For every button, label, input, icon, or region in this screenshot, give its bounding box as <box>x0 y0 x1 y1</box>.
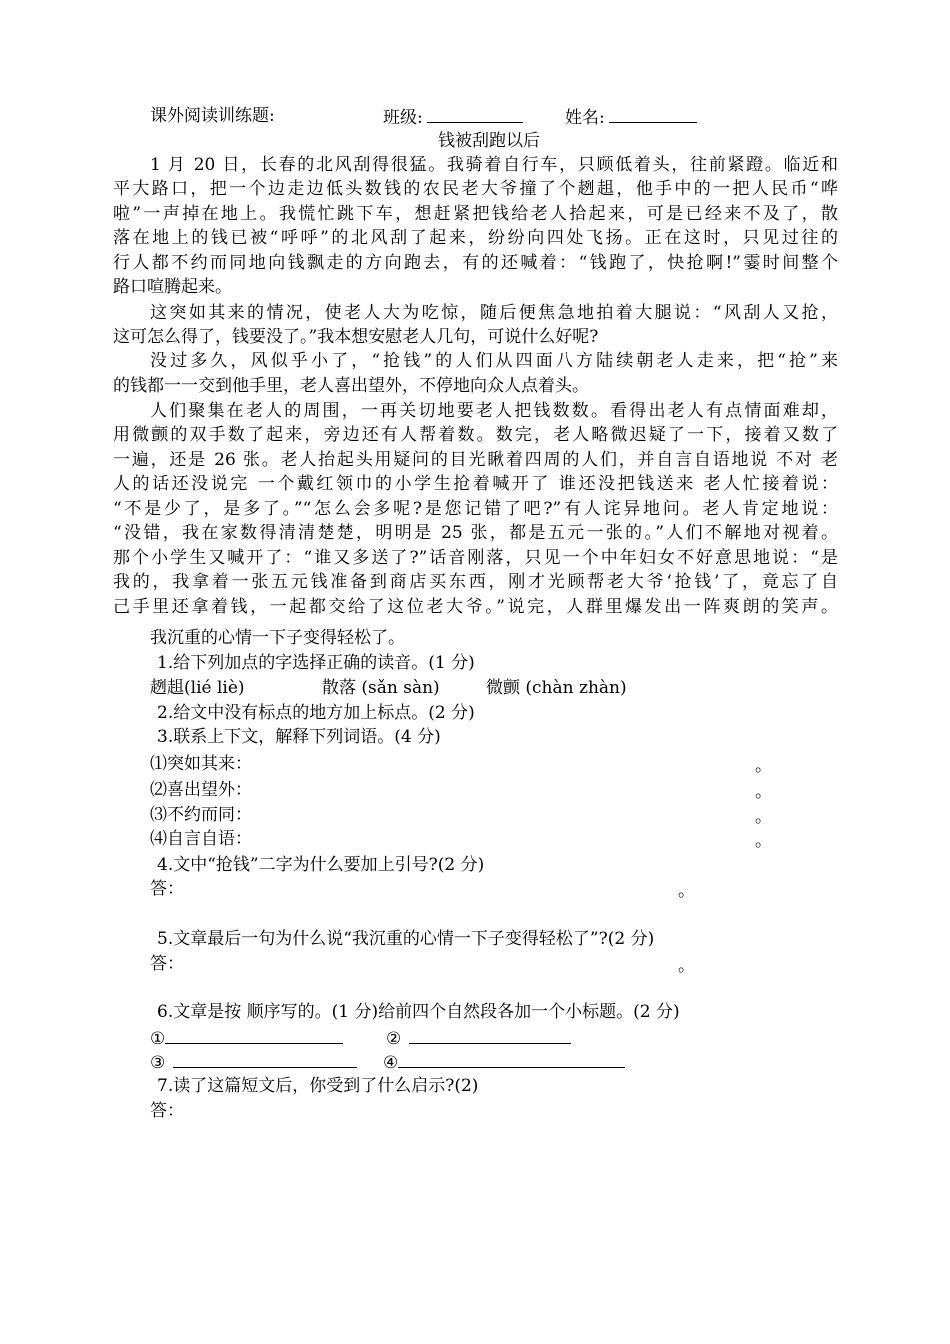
question-6: 6.文章是按 顺序写的。(1 分)给前四个自然段各加一个小标题。(2 分) <box>157 1002 680 1022</box>
q3-item-2: ⑵喜出望外： <box>150 780 252 800</box>
p4-line-2: 用微颤的双手数了起来，旁边还有人帮着数。数完，老人略微迟疑了一下，接着又数了 <box>113 425 838 445</box>
q1-item-2: 散落 (sǎn sàn) <box>322 678 440 698</box>
question-4: 4.文中“抢钱”二字为什么要加上引号?(2 分) <box>157 855 485 875</box>
p1-line-1: 1 月 20 日，长春的北风刮得很猛。我骑着自行车，只顾低着头，往前紧蹬。临近和 <box>150 155 838 175</box>
q7-answer-label: 答： <box>150 1101 184 1121</box>
p1-line-2: 平大路口，把一个边走边低头数钱的农民老大爷撞了个趔趄，他手中的一把人民币“哗 <box>113 179 838 199</box>
q3-item-1-period: 。 <box>755 756 772 776</box>
q6-blank-2[interactable] <box>409 1025 571 1044</box>
p2-line-1: 这突如其来的情况，使老人大为吃惊，随后便焦急地拍着大腿说：“风刮人又抢， <box>150 303 838 323</box>
class-label-text: 班级: <box>383 108 423 128</box>
q6-blank-3[interactable] <box>173 1049 357 1068</box>
p4-line-3: 一遍，还是 26 张。老人抬起头用疑问的目光瞅着四周的人们，并自言自语地说 不对 老 <box>113 450 838 470</box>
p5-line-1: 我沉重的心情一下子变得轻松了。 <box>150 628 405 648</box>
p1-line-3: 啦”一声掉在地上。我慌忙跳下车，想赶紧把钱给老人拾起来，可是已经来不及了，散 <box>113 204 838 224</box>
question-1: 1.给下列加点的字选择正确的读音。(1 分) <box>157 653 475 673</box>
q3-item-3: ⑶不约而同： <box>150 805 252 825</box>
q6-heading-2 <box>386 1025 571 1051</box>
p3-line-1: 没过多久，风似乎小了，“抢钱”的人们从四面八方陆续朝老人走来，把“抢”来 <box>150 351 838 371</box>
class-blank[interactable] <box>427 104 523 123</box>
p1-line-5: 行人都不约而同地向钱飘走的方向跑去，有的还喊着：“钱跑了，快抢啊!”霎时间整个 <box>113 253 838 273</box>
worksheet-label: 课外阅读训练题: <box>150 106 275 126</box>
question-3: 3.联系上下文，解释下列词语。(4 分) <box>157 727 441 747</box>
q6-mark-1: ① <box>150 1029 166 1049</box>
p4-line-7: 那个小学生又喊开了：“谁又多送了?”话音刚落，只见一个中年妇女不好意思地说：“是 <box>113 548 838 568</box>
p1-line-6: 路口喧腾起来。 <box>113 277 232 297</box>
q4-answer-period: 。 <box>678 881 695 901</box>
p4-line-1: 人们聚集在老人的周围，一再关切地要老人把钱数数。看得出老人有点情面难却， <box>150 401 838 421</box>
q6-mark-4: ④ <box>383 1053 399 1073</box>
q4-answer-label: 答： <box>150 879 184 899</box>
q3-item-3-period: 。 <box>755 807 772 827</box>
q3-item-2-period: 。 <box>755 782 772 802</box>
q6-heading-1 <box>150 1025 343 1051</box>
name-label <box>565 104 697 130</box>
q1-item-3: 微颤 (chàn zhàn) <box>486 678 627 698</box>
p2-line-2: 这可怎么得了，钱要没了。”我本想安慰老人几句，可说什么好呢? <box>113 327 599 347</box>
q5-answer-label: 答： <box>150 954 184 974</box>
p4-line-9: 己手里还拿着钱，一起都交给了这位老大爷。”说完，人群里爆发出一阵爽朗的笑声。 <box>113 597 838 617</box>
p4-line-4: 人的话还没说完 一个戴红领巾的小学生抢着喊开了 谁还没把钱送来 老人忙接着说： <box>113 474 838 494</box>
q3-item-4: ⑷自言自语： <box>150 829 252 849</box>
q3-item-1: ⑴突如其来： <box>150 754 252 774</box>
q6-heading-4 <box>383 1049 625 1075</box>
q6-blank-4[interactable] <box>398 1049 625 1068</box>
q6-mark-3: ③ <box>150 1053 166 1073</box>
p1-line-4: 落在地上的钱已被“呼呼”的北风刮了起来，纷纷向四处飞扬。正在这时，只见过往的 <box>113 228 838 248</box>
p4-line-5: “不是少了，是多了。”“怎么会多呢?是您记错了吧?”有人诧异地问。老人肯定地说： <box>113 499 838 519</box>
name-label-text: 姓名: <box>565 108 605 128</box>
question-7: 7.读了这篇短文后，你受到了什么启示?(2) <box>157 1076 479 1096</box>
q5-answer-period: 。 <box>678 956 695 976</box>
p4-line-8: 我的，我拿着一张五元钱准备到商店买东西，刚才光顾帮老大爷‘抢钱’了，竟忘了自 <box>113 572 838 592</box>
q1-item-1: 趔趄(lié liè) <box>150 678 245 698</box>
question-5: 5.文章最后一句为什么说“我沉重的心情一下子变得轻松了”?(2 分) <box>157 929 655 949</box>
p3-line-2: 的钱都一一交到他手里，老人喜出望外，不停地向众人点着头。 <box>113 376 589 396</box>
q3-item-4-period: 。 <box>755 831 772 851</box>
q6-mark-2: ② <box>386 1029 402 1049</box>
p4-line-6: “没错，我在家数得清清楚楚，明明是 25 张，都是五元一张的。”人们不解地对视着。 <box>113 523 838 543</box>
class-label <box>383 104 523 130</box>
passage-title: 钱被刮跑以后 <box>438 131 540 151</box>
question-2: 2.给文中没有标点的地方加上标点。(2 分) <box>157 703 475 723</box>
name-blank[interactable] <box>609 104 697 123</box>
q6-heading-3 <box>150 1049 357 1075</box>
q6-blank-1[interactable] <box>165 1025 343 1044</box>
